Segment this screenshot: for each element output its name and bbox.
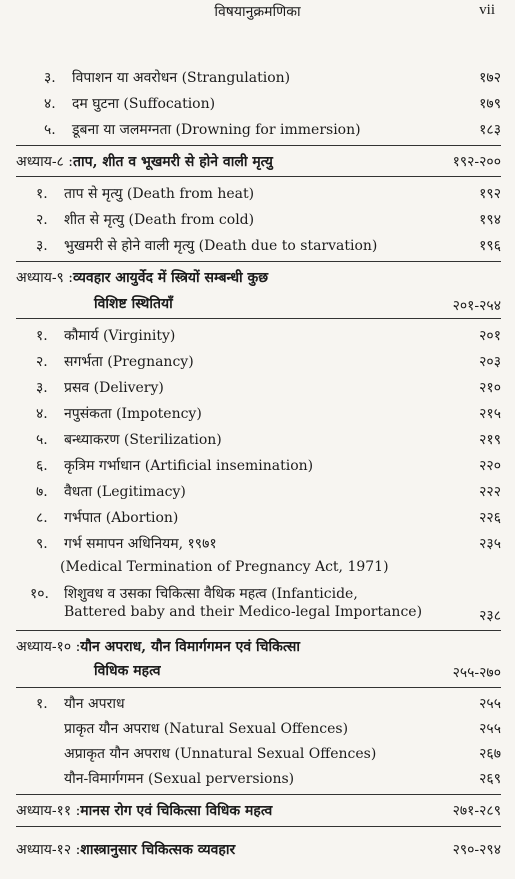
divider bbox=[16, 176, 501, 177]
toc-entry bbox=[36, 508, 501, 527]
running-header-title: विषयानुक्रमणिका bbox=[214, 4, 301, 20]
entry-page: २०३ bbox=[479, 354, 501, 370]
entry-number: ८. bbox=[36, 510, 48, 526]
toc-entry bbox=[36, 210, 501, 229]
divider bbox=[16, 826, 501, 827]
chapter-page-range: २७१-२८९ bbox=[452, 803, 501, 819]
entry-number: ६. bbox=[36, 458, 48, 474]
entry-page: २५५ bbox=[479, 721, 501, 737]
divider bbox=[16, 145, 501, 146]
entry-page: २१५ bbox=[479, 406, 501, 422]
entry-page: २२२ bbox=[479, 484, 501, 500]
divider bbox=[16, 794, 501, 795]
entry-title: शीत से मृत्यु (Death from cold) bbox=[64, 212, 255, 228]
entry-title: कौमार्य (Virginity) bbox=[64, 328, 176, 344]
page-number: vii bbox=[479, 2, 495, 18]
toc-entry bbox=[36, 326, 501, 345]
toc-entry bbox=[36, 236, 501, 255]
entry-page: २२० bbox=[479, 458, 501, 474]
chapter-title-continued: विधिक महत्व bbox=[94, 663, 161, 679]
entry-page: २१० bbox=[479, 380, 501, 396]
entry-title: गर्भपात (Abortion) bbox=[64, 510, 179, 526]
entry-page: १७२ bbox=[479, 70, 501, 86]
chapter-label: अध्याय-११ : bbox=[16, 803, 81, 819]
entry-title: यौन अपराध bbox=[64, 696, 125, 712]
chapter-title: यौन अपराध, यौन विमार्गगमन एवं चिकित्सा bbox=[80, 639, 301, 655]
chapter-heading bbox=[16, 152, 501, 171]
chapter-label: अध्याय-८ : bbox=[16, 154, 74, 170]
entry-number: ४. bbox=[44, 96, 56, 112]
entry-page: २०१ bbox=[479, 328, 501, 344]
divider bbox=[16, 261, 501, 262]
entry-number: १. bbox=[36, 328, 48, 344]
chapter-label: अध्याय-९ : bbox=[16, 270, 74, 286]
entry-title: वैधता (Legitimacy) bbox=[64, 484, 186, 500]
toc-entry bbox=[44, 68, 501, 87]
entry-title: कृत्रिम गर्भाधान (Artificial insemination) bbox=[64, 458, 314, 474]
toc-entry bbox=[36, 404, 501, 423]
toc-entry bbox=[64, 744, 501, 763]
entry-page: २५५ bbox=[479, 696, 501, 712]
chapter-label: अध्याय-१० : bbox=[16, 639, 81, 655]
chapter-page-range: २९०-२९४ bbox=[452, 842, 501, 858]
entry-number: ९. bbox=[36, 536, 48, 552]
toc-entry bbox=[64, 719, 501, 738]
entry-title-continued: (Medical Termination of Pregnancy Act, 1971) bbox=[60, 559, 389, 575]
toc-entry bbox=[36, 430, 501, 449]
entry-title: दम घुटना (Suffocation) bbox=[72, 96, 216, 112]
entry-title: डूबना या जलमग्नता (Drowning for immersion) bbox=[72, 122, 361, 138]
entry-page: २३८ bbox=[479, 608, 501, 624]
entry-title: गर्भ समापन अधिनियम, १९७१ bbox=[64, 536, 217, 552]
chapter-title: मानस रोग एवं चिकित्सा विधिक महत्व bbox=[80, 803, 273, 819]
entry-number: ३. bbox=[44, 70, 56, 86]
entry-page: २६९ bbox=[479, 771, 501, 787]
entry-number: ५. bbox=[36, 432, 48, 448]
entry-number: ५. bbox=[44, 122, 56, 138]
chapter-heading bbox=[16, 801, 501, 820]
entry-title-continued: Battered baby and their Medico-legal Importance) bbox=[64, 604, 423, 620]
toc-entry bbox=[30, 584, 501, 603]
entry-page: २३५ bbox=[479, 536, 501, 552]
entry-title: ताप से मृत्यु (Death from heat) bbox=[64, 186, 255, 202]
toc-entry bbox=[36, 352, 501, 371]
entry-number: २. bbox=[36, 354, 48, 370]
entry-page: १९२ bbox=[479, 186, 501, 202]
entry-page: १८३ bbox=[479, 122, 501, 138]
toc-entry bbox=[64, 769, 501, 788]
chapter-title-continued: विशिष्ट स्थितियाँ bbox=[94, 296, 173, 312]
entry-number: ७. bbox=[36, 484, 48, 500]
toc-entry bbox=[44, 94, 501, 113]
chapter-title: व्यवहार आयुर्वेद में स्त्रियों सम्बन्धी कुछ bbox=[73, 270, 269, 286]
entry-title: भुखमरी से होने वाली मृत्यु (Death due to starvation) bbox=[64, 238, 378, 254]
chapter-heading bbox=[16, 637, 501, 656]
chapter-page-range: २०१-२५४ bbox=[452, 298, 501, 314]
entry-title: यौन-विमार्गगमन (Sexual perversions) bbox=[64, 771, 295, 787]
toc-entry bbox=[36, 378, 501, 397]
chapter-label: अध्याय-१२ : bbox=[16, 842, 81, 858]
chapter-title: शास्त्रानुसार चिकित्सक व्यवहार bbox=[80, 842, 236, 858]
entry-number: १०. bbox=[30, 586, 50, 602]
entry-number: ३. bbox=[36, 238, 48, 254]
entry-title: विपाशन या अवरोधन (Strangulation) bbox=[72, 70, 291, 86]
entry-number: २. bbox=[36, 212, 48, 228]
toc-entry bbox=[44, 120, 501, 139]
entry-page: १९४ bbox=[479, 212, 501, 228]
toc-entry bbox=[36, 694, 501, 713]
entry-page: २६७ bbox=[479, 746, 501, 762]
chapter-heading bbox=[16, 268, 501, 287]
entry-page: १७९ bbox=[479, 96, 501, 112]
toc-entry bbox=[36, 534, 501, 553]
chapter-page-range: १९२-२०० bbox=[452, 154, 501, 170]
entry-title: प्राकृत यौन अपराध (Natural Sexual Offences) bbox=[64, 721, 349, 737]
chapter-heading bbox=[16, 840, 501, 859]
entry-title: नपुसंकता (Impotency) bbox=[64, 406, 202, 422]
entry-title: बन्ध्याकरण (Sterilization) bbox=[64, 432, 222, 448]
entry-number: १. bbox=[36, 186, 48, 202]
divider bbox=[16, 630, 501, 631]
chapter-title: ताप, शीत व भूखमरी से होने वाली मृत्यु bbox=[73, 154, 273, 170]
entry-number: १. bbox=[36, 696, 48, 712]
entry-title: शिशुवध व उसका चिकित्सा वैधिक महत्व (Infanticide, bbox=[64, 586, 358, 602]
toc-entry bbox=[36, 184, 501, 203]
entry-page: २२६ bbox=[479, 510, 501, 526]
toc-entry bbox=[36, 456, 501, 475]
entry-title: अप्राकृत यौन अपराध (Unnatural Sexual Offences) bbox=[64, 746, 377, 762]
entry-number: ३. bbox=[36, 380, 48, 396]
entry-title: सगर्भता (Pregnancy) bbox=[64, 354, 194, 370]
toc-entry bbox=[36, 482, 501, 501]
entry-page: १९६ bbox=[479, 238, 501, 254]
entry-number: ४. bbox=[36, 406, 48, 422]
entry-page: २१९ bbox=[479, 432, 501, 448]
chapter-page-range: २५५-२७० bbox=[452, 665, 501, 681]
divider bbox=[16, 318, 501, 319]
entry-title: प्रसव (Delivery) bbox=[64, 380, 164, 396]
divider bbox=[16, 687, 501, 688]
